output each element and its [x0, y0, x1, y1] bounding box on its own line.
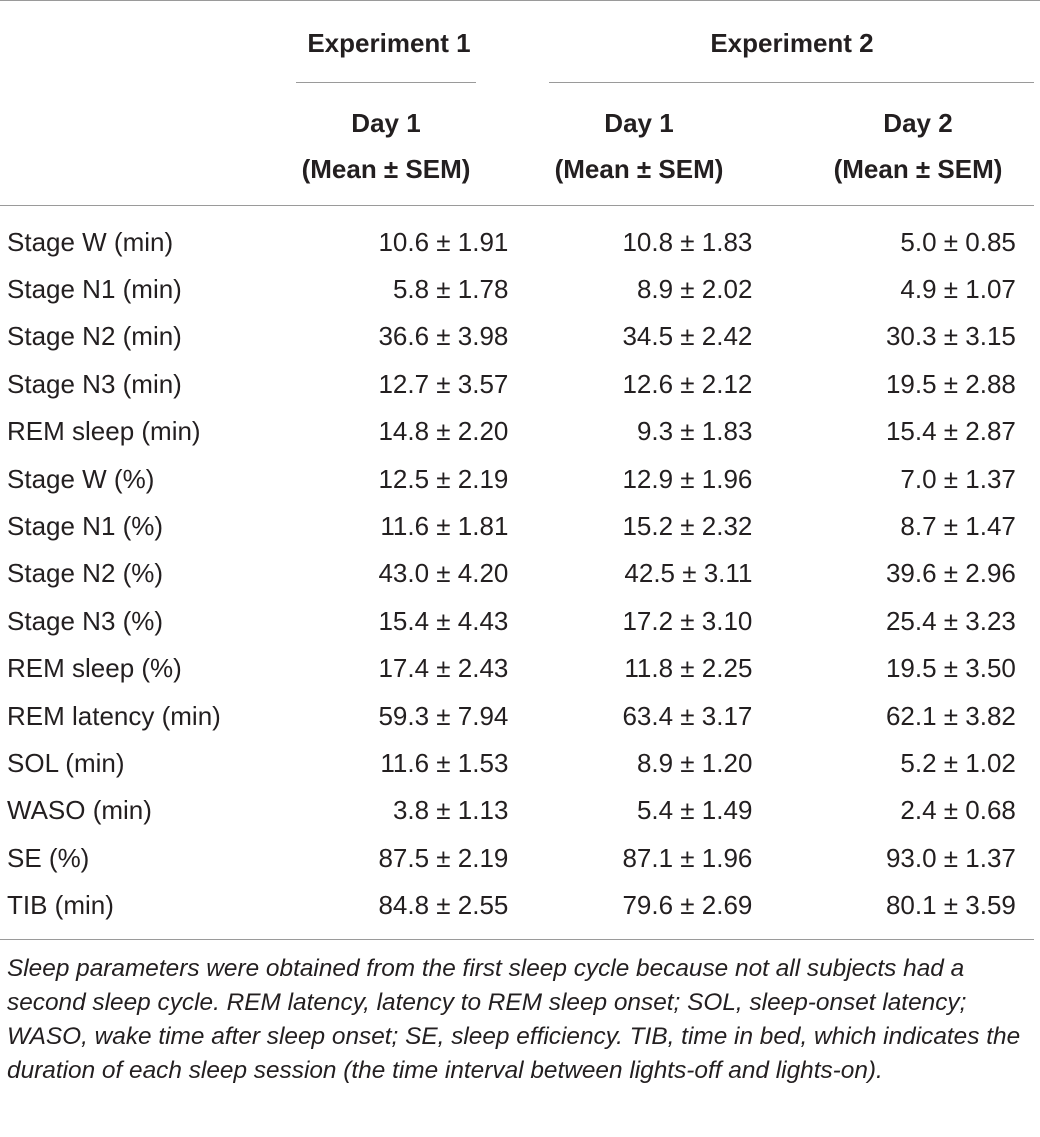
exp2-day1-value: 15.2 ± 2.32: [622, 511, 753, 542]
exp2-day2-value: 19.5 ± 2.88: [885, 368, 1016, 399]
exp2-day2-value: 25.4 ± 3.23: [885, 605, 1016, 636]
exp1-day1-value: 17.4 ± 2.43: [378, 653, 509, 684]
exp2-day1-value: 5.4 ± 1.49: [636, 795, 753, 826]
row-label: Stage N3 (min): [7, 368, 182, 399]
row-label: Stage N2 (min): [7, 321, 182, 352]
header-exp2-day1: Day 1: [604, 108, 674, 138]
table-row: [0, 881, 1040, 928]
exp1-day1-value: 87.5 ± 2.19: [378, 842, 509, 873]
exp1-day1-value: 3.8 ± 1.13: [392, 795, 509, 826]
table-row: [0, 360, 1040, 407]
right-margin: [1016, 502, 1040, 549]
exp2-day1-value: 12.9 ± 1.96: [622, 463, 753, 494]
right-margin: [1016, 265, 1040, 312]
exp2-day1-value: 11.8 ± 2.25: [624, 653, 753, 684]
exp1-day1-value: 36.6 ± 3.98: [378, 321, 509, 352]
exp1-day1-value: 59.3 ± 7.94: [378, 700, 509, 731]
header-exp2-day2-stat: (Mean ± SEM): [833, 154, 1003, 184]
table-row: [0, 787, 1040, 834]
exp2-day2-value: 93.0 ± 1.37: [885, 842, 1016, 873]
header-bottom-rule: [0, 205, 1034, 206]
table-row: [0, 834, 1040, 881]
row-label: SOL (min): [7, 747, 125, 778]
exp1-day1-value: 10.6 ± 1.91: [378, 226, 509, 257]
right-margin: [1016, 550, 1040, 597]
exp2-day2-value: 5.0 ± 0.85: [900, 226, 1016, 257]
table-row: [0, 692, 1040, 739]
row-label: Stage N3 (%): [7, 605, 164, 636]
table-row: [0, 218, 1040, 265]
table-row: [0, 645, 1040, 692]
exp1-day1-value: 5.8 ± 1.78: [392, 274, 509, 305]
exp1-day1-value: 12.5 ± 2.19: [378, 463, 509, 494]
exp2-day2-value: 7.0 ± 1.37: [900, 463, 1016, 494]
exp2-day1-value: 9.3 ± 1.83: [636, 416, 753, 447]
row-label: REM sleep (min): [7, 416, 201, 447]
exp1-day1-value: 11.6 ± 1.53: [380, 747, 509, 778]
table-row: [0, 739, 1040, 786]
exp2-day1-value: 8.9 ± 2.02: [636, 274, 753, 305]
row-label: Stage W (min): [7, 226, 174, 257]
experiment-2-underline: [549, 82, 1034, 83]
right-margin: [1016, 360, 1040, 407]
table-row: [0, 265, 1040, 312]
exp2-day2-value: 8.7 ± 1.47: [900, 511, 1016, 542]
exp2-day1-value: 17.2 ± 3.10: [622, 605, 753, 636]
table-row: [0, 550, 1040, 597]
exp2-day2-value: 4.9 ± 1.07: [900, 274, 1016, 305]
exp1-day1-value: 12.7 ± 3.57: [378, 368, 509, 399]
table-row: [0, 455, 1040, 502]
right-margin: [1016, 597, 1040, 644]
exp1-day1-value: 84.8 ± 2.55: [378, 890, 509, 921]
exp2-day2-value: 80.1 ± 3.59: [885, 890, 1016, 921]
exp2-day2-value: 2.4 ± 0.68: [900, 795, 1016, 826]
header-experiment-1: Experiment 1: [307, 28, 471, 58]
exp2-day1-value: 79.6 ± 2.69: [622, 890, 753, 921]
right-margin: [1016, 645, 1040, 692]
row-label: TIB (min): [7, 890, 114, 921]
table-row: [0, 597, 1040, 644]
row-label: SE (%): [7, 842, 90, 873]
header-exp1-day1: Day 1: [351, 108, 421, 138]
row-label: REM sleep (%): [7, 653, 182, 684]
table-footnote: Sleep parameters were obtained from the first sleep cycle because not all subjects had a second sleep cycle. REM latency, latency to REM sleep onset; SOL, sleep-onset latency; WASO, wake time after sleep onset; SE, sleep efficiency. TIB, time in bed, which indicates the duration of each sleep session (the time interval between lights-off and lights-on).: [7, 955, 1021, 1084]
exp2-day1-value: 42.5 ± 3.11: [624, 558, 753, 589]
exp2-day1-value: 8.9 ± 1.20: [636, 747, 753, 778]
header-exp2-day1-stat: (Mean ± SEM): [554, 154, 724, 184]
exp1-day1-value: 11.6 ± 1.81: [380, 511, 509, 542]
exp2-day2-value: 39.6 ± 2.96: [885, 558, 1016, 589]
right-margin: [1016, 408, 1040, 455]
right-margin: [1016, 739, 1040, 786]
exp1-day1-value: 43.0 ± 4.20: [378, 558, 509, 589]
exp1-day1-value: 15.4 ± 4.43: [378, 605, 509, 636]
experiment-1-underline: [296, 82, 476, 83]
exp2-day2-value: 15.4 ± 2.87: [885, 416, 1016, 447]
right-margin: [1016, 218, 1040, 265]
exp2-day2-value: 30.3 ± 3.15: [885, 321, 1016, 352]
right-margin: [1016, 881, 1040, 928]
exp2-day1-value: 10.8 ± 1.83: [622, 226, 753, 257]
right-margin: [1016, 787, 1040, 834]
header-experiment-2: Experiment 2: [710, 28, 874, 58]
row-label: Stage N1 (%): [7, 511, 164, 542]
table-top-rule: [0, 0, 1040, 1]
header-exp1-stat: (Mean ± SEM): [301, 154, 471, 184]
exp1-day1-value: 14.8 ± 2.20: [378, 416, 509, 447]
row-label: REM latency (min): [7, 700, 221, 731]
exp2-day2-value: 19.5 ± 3.50: [885, 653, 1016, 684]
header-exp2-day2: Day 2: [883, 108, 953, 138]
exp2-day1-value: 63.4 ± 3.17: [622, 700, 753, 731]
exp2-day1-value: 34.5 ± 2.42: [622, 321, 753, 352]
right-margin: [1016, 692, 1040, 739]
table-row: [0, 313, 1040, 360]
table-row: [0, 502, 1040, 549]
table-row: [0, 408, 1040, 455]
right-margin: [1016, 834, 1040, 881]
right-margin: [1016, 455, 1040, 502]
exp2-day2-value: 62.1 ± 3.82: [885, 700, 1016, 731]
row-label: Stage W (%): [7, 463, 155, 494]
exp2-day1-value: 87.1 ± 1.96: [622, 842, 753, 873]
row-label: WASO (min): [7, 795, 152, 826]
row-label: Stage N1 (min): [7, 274, 182, 305]
right-margin: [1016, 313, 1040, 360]
row-label: Stage N2 (%): [7, 558, 164, 589]
exp2-day2-value: 5.2 ± 1.02: [900, 747, 1016, 778]
sleep-parameters-table: [0, 218, 1040, 929]
exp2-day1-value: 12.6 ± 2.12: [622, 368, 753, 399]
table-bottom-rule: [0, 939, 1034, 940]
